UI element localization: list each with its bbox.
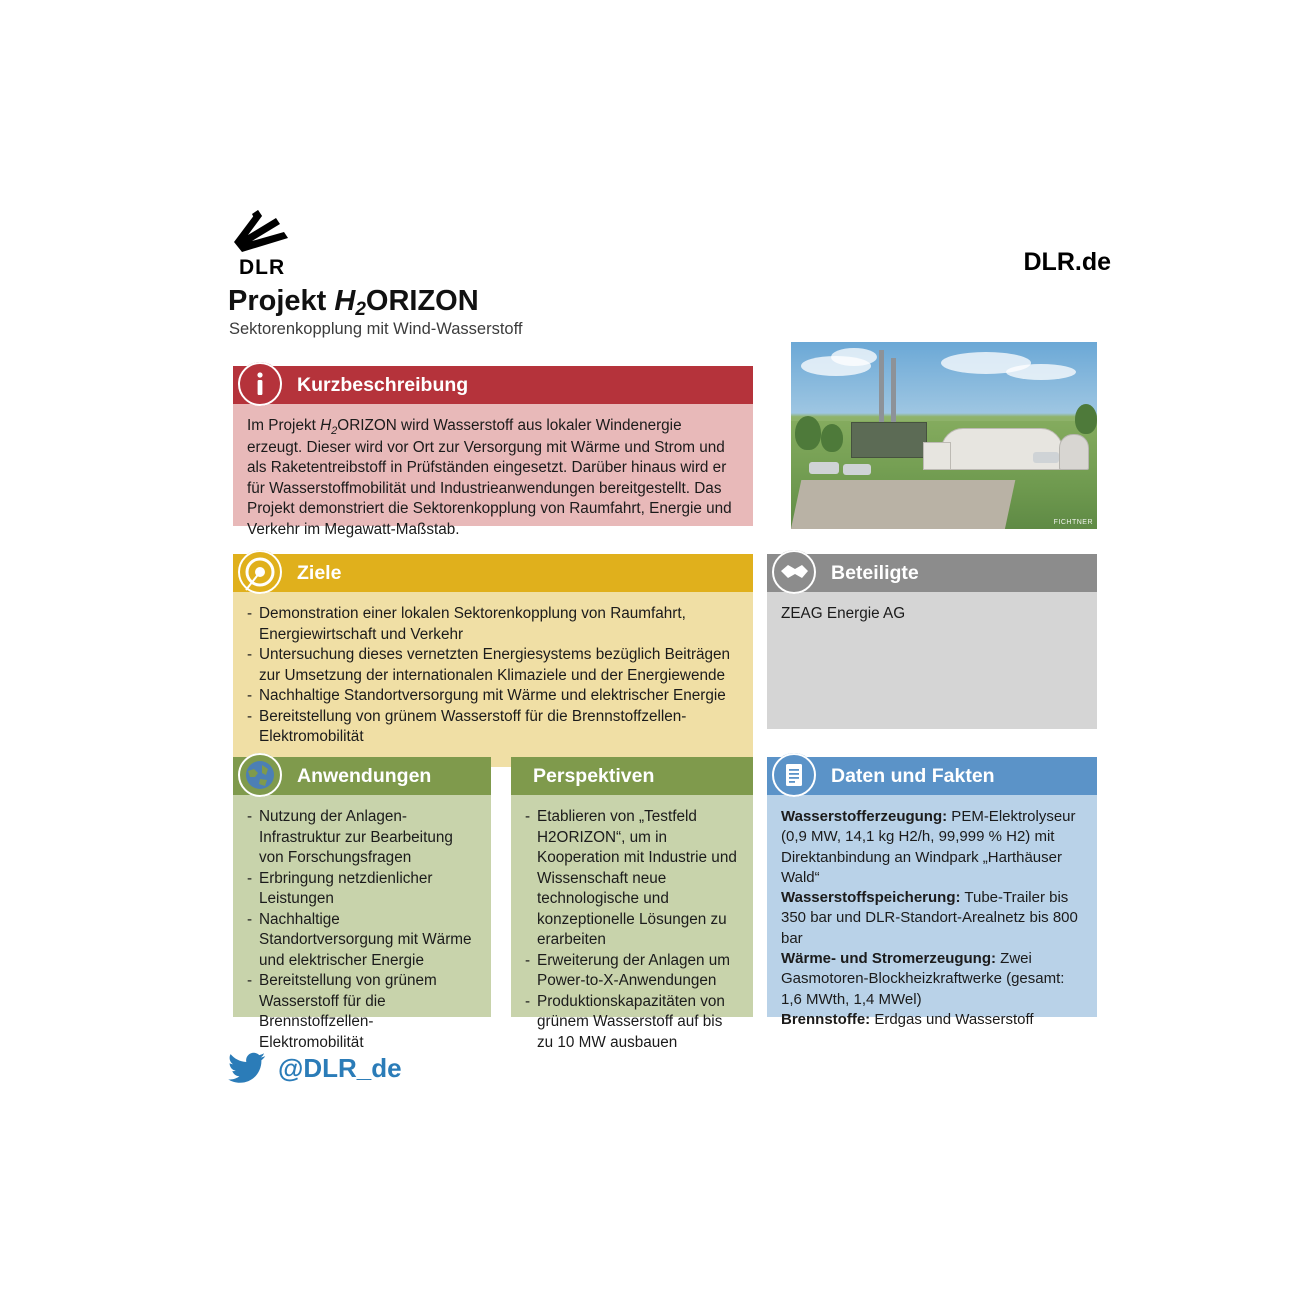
page-title-suffix: ORIZON	[365, 285, 479, 317]
card-body-kurzbeschreibung	[233, 404, 753, 538]
tree-shape	[1075, 404, 1097, 434]
dlr-logo	[222, 208, 342, 278]
equipment-container	[851, 422, 927, 458]
card-title-perspektiven: Perspektiven	[533, 764, 655, 787]
cloud-shape	[1006, 364, 1076, 380]
twitter-handle[interactable]: @DLR_de	[278, 1052, 402, 1083]
cloud-shape	[831, 348, 877, 366]
daten-entry	[781, 807, 1081, 888]
daten-entry	[781, 1010, 1081, 1030]
page-subtitle: Sektorenkopplung mit Wind-Wasserstoff	[229, 320, 523, 338]
card-body-anwendungen	[233, 795, 491, 1051]
card-body-beteiligte	[767, 592, 1097, 729]
list-item: - Nutzung der Anlagen-Infrastruktur zur Bearbeitung von Forschungsfragen	[247, 807, 475, 869]
page-title-h: H	[334, 285, 356, 317]
list-item: - Erbringung netzdienlicher Leistungen	[247, 869, 475, 910]
card-header-kurzbeschreibung	[233, 366, 753, 404]
card-header-ziele	[233, 554, 753, 592]
globe-icon	[238, 753, 282, 797]
document-icon	[772, 753, 816, 797]
twitter-footer[interactable]	[228, 1052, 402, 1084]
twitter-icon	[228, 1052, 266, 1084]
list-item: - Bereitstellung von grünem Wasserstoff für die Brennstoffzellen-Elektromobilität	[247, 707, 737, 748]
pavement-area	[791, 480, 1016, 529]
daten-entry-text: Erdgas und Wasserstoff	[870, 1010, 1034, 1028]
daten-entry-label: Wärme- und Stromerzeugung:	[781, 950, 997, 968]
card-header-anwendungen	[233, 757, 491, 795]
card-header-beteiligte	[767, 554, 1097, 592]
list-item: - Nachhaltige Standortversorgung mit Wärme und elektrischer Energie	[247, 686, 737, 707]
daten-entry-text: Zwei Gasmotoren-Blockheizkraftwerke (gesamt: 1,6 MWth, 1,4 MWel)	[781, 950, 1065, 1008]
kurzbeschreibung-text	[247, 416, 737, 540]
info-icon	[238, 362, 282, 406]
page-title-prefix: Projekt	[228, 285, 335, 317]
anwendungen-list	[247, 807, 475, 1053]
kb-part-0: Im Projekt	[247, 417, 321, 434]
photo-watermark: FICHTNER	[1053, 519, 1093, 526]
storage-tank	[1059, 434, 1089, 470]
card-title-daten-und-fakten: Daten und Fakten	[831, 764, 995, 787]
list-item: - Demonstration einer lokalen Sektorenkopplung von Raumfahrt, Energiewirtschaft und Verkehr	[247, 604, 737, 645]
list-item: - Nachhaltige Standortversorgung mit Wärme und elektrischer Energie	[247, 910, 475, 972]
hall-building	[941, 428, 1063, 470]
card-title-beteiligte: Beteiligte	[831, 561, 919, 584]
parked-car	[809, 462, 839, 474]
tree-shape	[795, 416, 821, 450]
handshake-icon	[772, 550, 816, 594]
daten-entry-label: Wasserstofferzeugung:	[781, 808, 948, 825]
list-item: - Erweiterung der Anlagen um Power-to-X-Anwendungen	[525, 951, 737, 992]
card-header-daten-und-fakten	[767, 757, 1097, 795]
daten-entry	[781, 949, 1081, 1010]
card-ziele	[233, 554, 753, 767]
site-url: DLR.de	[1023, 248, 1111, 276]
kb-part-h: H	[320, 417, 332, 434]
card-title-ziele: Ziele	[297, 561, 342, 584]
card-header-perspektiven	[511, 757, 753, 795]
tree-shape	[821, 424, 843, 452]
card-title-kurzbeschreibung: Kurzbeschreibung	[297, 373, 469, 396]
list-item: - Etablieren von „Testfeld H2ORIZON“, um in Kooperation mit Industrie und Wissenschaft neue technologische und konzeptionelle Lösungen zu erarbeiten	[525, 807, 737, 951]
page-title-subscript: 2	[355, 299, 366, 320]
project-photo	[791, 342, 1097, 529]
list-item: - Produktionskapazitäten von grünem Wasserstoff auf bis zu 10 MW ausbauen	[525, 992, 737, 1054]
card-beteiligte	[767, 554, 1097, 729]
daten-entry-text: PEM-Elektrolyseur (0,9 MW, 14,1 kg H2/h, 99,999 % H2) mit Direktanbindung an Windpark „Harthäuser Wald“	[781, 808, 1076, 886]
page-title	[228, 285, 479, 318]
dlr-logo-text: DLR	[239, 256, 286, 279]
kb-part-rest: ORIZON wird Wasserstoff aus lokaler Windenergie erzeugt. Dieser wird vor Ort zur Versorgung mit Wärme und Strom und als Raketentreibstoff in Prüfständen eingesetzt. Darüber hinaus wird er für Wasserstoffmobilität und Industrieanwendungen bereitgestellt. Das Projekt demonstriert die Sektorenkopplung von Raumfahrt, Energie und Verkehr im Megawatt-Maßstab.	[247, 417, 732, 538]
target-icon	[238, 550, 282, 594]
parked-car	[843, 464, 871, 475]
daten-entry-label: Brennstoffe:	[781, 1010, 871, 1028]
card-title-anwendungen: Anwendungen	[297, 764, 432, 787]
card-body-daten-und-fakten	[767, 795, 1097, 1028]
small-building	[923, 442, 951, 470]
card-perspektiven	[511, 757, 753, 1051]
daten-entry	[781, 888, 1081, 949]
list-item: - Bereitstellung von grünem Wasserstoff für die Brennstoffzellen-Elektromobilität	[247, 971, 475, 1053]
card-anwendungen	[233, 757, 491, 1051]
list-item: - Untersuchung dieses vernetzten Energiesystems bezüglich Beiträgen zur Umsetzung der internationalen Klimaziele und der Energiewende	[247, 645, 737, 686]
card-kurzbeschreibung	[233, 366, 753, 538]
beteiligte-item: ZEAG Energie AG	[781, 605, 906, 622]
card-body-perspektiven	[511, 795, 753, 1051]
parked-car	[1033, 452, 1059, 463]
daten-entry-label: Wasserstoffspeicherung:	[781, 889, 961, 907]
ziele-list	[247, 604, 737, 748]
dlr-logo-icon	[222, 208, 302, 258]
perspektiven-list	[525, 807, 737, 1053]
kb-part-sub: 2	[331, 425, 338, 437]
daten-entry-text: Tube-Trailer bis 350 bar und DLR-Standort-Arealnetz bis 800 bar	[781, 889, 1078, 947]
card-daten-und-fakten	[767, 757, 1097, 1028]
card-body-ziele	[233, 592, 753, 767]
